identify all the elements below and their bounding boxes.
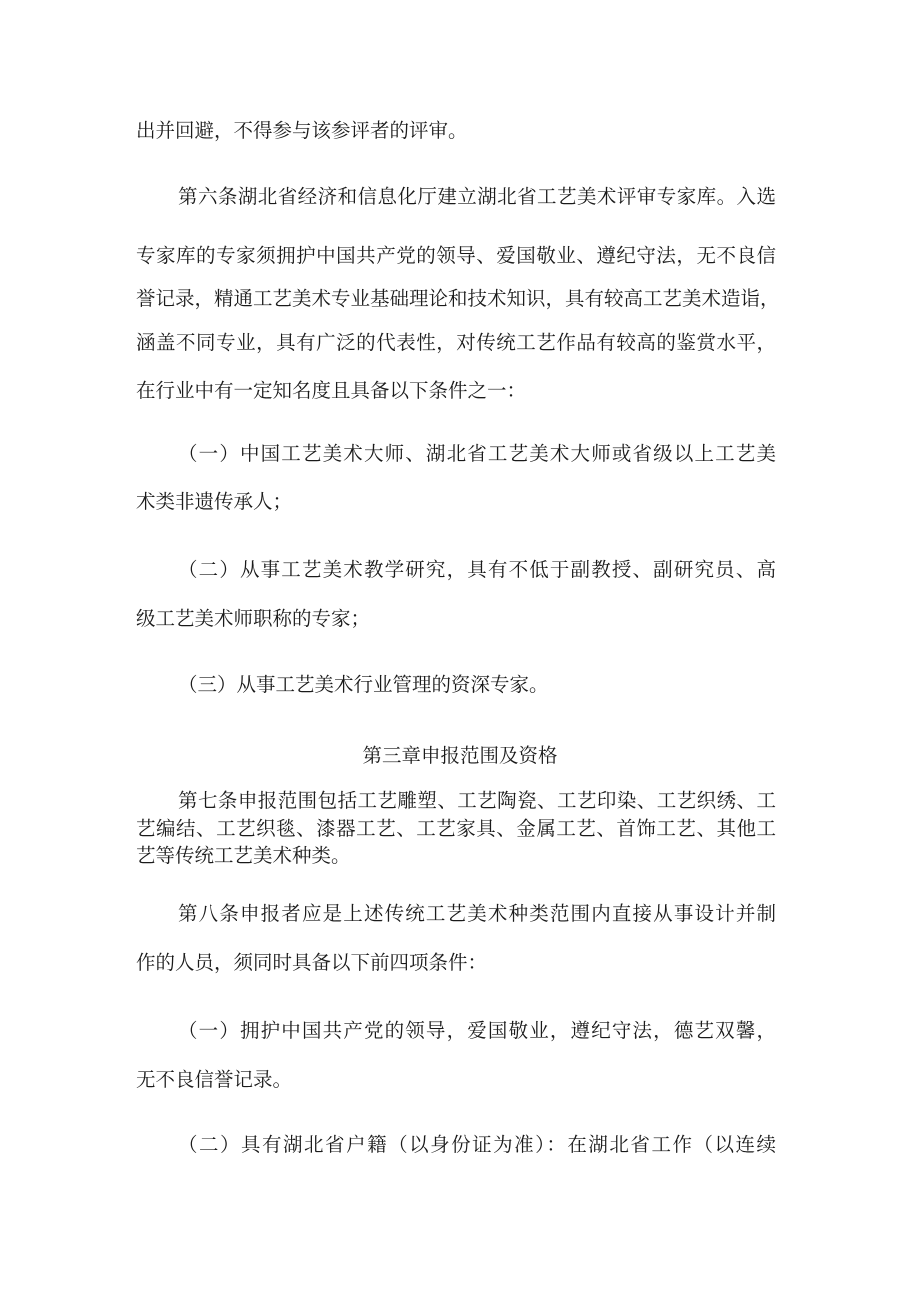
text-line: 出并回避，不得参与该参评者的评审。	[136, 119, 468, 142]
text-line: 第七条申报范围包括工艺雕塑、工艺陶瓷、工艺印染、工艺织绣、工	[178, 789, 776, 812]
text-line: 第八条申报者应是上述传统工艺美术种类范围内直接从事设计并制	[178, 902, 776, 925]
text-line: （一）拥护中国共产党的领导，爱国敬业，遵纪守法，德艺双馨，	[178, 1019, 776, 1042]
text-line: 专家库的专家须拥护中国共产党的领导、爱国敬业、遵纪守法，无不良信	[136, 244, 776, 267]
text-line: 级工艺美术师职称的专家；	[136, 607, 371, 630]
text-line: （二）具有湖北省户籍（以身份证为准）：在湖北省工作（以连续	[178, 1133, 776, 1156]
text-line: 在行业中有一定知名度且具备以下条件之一：	[136, 379, 527, 402]
text-line: （三）从事工艺美术行业管理的资深专家。	[178, 673, 549, 696]
text-line: （一）中国工艺美术大师、湖北省工艺美术大师或省级以上工艺美	[178, 442, 776, 465]
text-line: （二）从事工艺美术教学研究，具有不低于副教授、副研究员、高	[178, 558, 776, 581]
chapter-heading: 第三章申报范围及资格	[362, 744, 558, 767]
text-line: 艺等传统工艺美术种类。	[136, 844, 351, 867]
text-line: 第六条湖北省经济和信息化厅建立湖北省工艺美术评审专家库。入选	[178, 185, 776, 208]
text-line: 作的人员，须同时具备以下前四项条件：	[136, 951, 488, 974]
text-line: 术类非遗传承人；	[136, 490, 293, 513]
text-line: 无不良信誉记录。	[136, 1068, 293, 1091]
text-line: 涵盖不同专业，具有广泛的代表性，对传统工艺作品有较高的鉴赏水平，	[136, 331, 776, 354]
text-line: 誉记录，精通工艺美术专业基础理论和技术知识，具有较高工艺美术造诣，	[136, 287, 780, 310]
text-line: 艺编结、工艺织毯、漆器工艺、工艺家具、金属工艺、首饰工艺、其他工	[136, 817, 776, 840]
